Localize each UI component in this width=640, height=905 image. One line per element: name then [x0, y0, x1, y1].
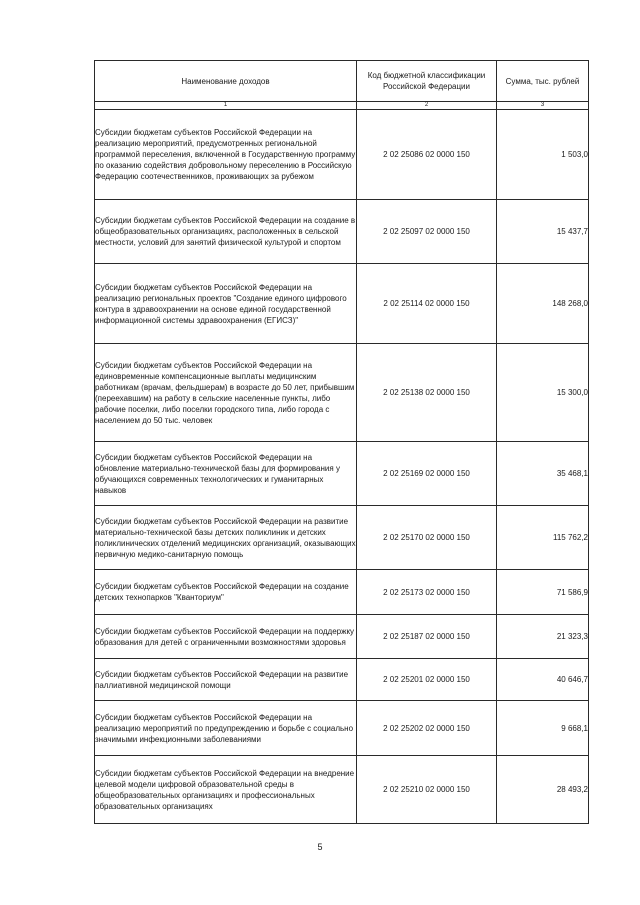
budget-code-cell: 2 02 25114 02 0000 150	[357, 264, 497, 344]
amount-cell: 40 646,7	[497, 659, 589, 701]
amount-cell: 21 323,3	[497, 615, 589, 659]
income-name-cell: Субсидии бюджетам субъектов Российской Федерации на внедрение целевой модели цифровой образовательной среды в общеобразовательных организациях и профессиональных образовательных организациях	[95, 756, 357, 824]
income-name-cell: Субсидии бюджетам субъектов Российской Федерации на поддержку образования для детей с ограниченными возможностями здоровья	[95, 615, 357, 659]
budget-code-cell: 2 02 25138 02 0000 150	[357, 344, 497, 442]
budget-code-cell: 2 02 25097 02 0000 150	[357, 200, 497, 264]
income-name-cell: Субсидии бюджетам субъектов Российской Федерации на единовременные компенсационные выплаты медицинским работникам (врачам, фельдшерам) в возрасте до 50 лет, прибывшим (переехавшим) на работу в сельские населенные пункты, либо рабочие поселки, либо поселки городского типа, либо города с населением до 50 тыс. человек	[95, 344, 357, 442]
income-name-cell: Субсидии бюджетам субъектов Российской Федерации на реализацию региональных проектов "Создание единого цифрового контура в здравоохранении на основе единой государственной информационной системы здравоохранения (ЕГИСЗ)"	[95, 264, 357, 344]
amount-cell: 15 300,0	[497, 344, 589, 442]
table-row	[95, 701, 589, 756]
income-name-cell: Субсидии бюджетам субъектов Российской Федерации на реализацию мероприятий по предупреждению и борьбе с социально значимыми инфекционными заболеваниями	[95, 701, 357, 756]
income-name-cell: Субсидии бюджетам субъектов Российской Федерации на развитие материально-технической базы детских поликлиник и детских поликлинических отделений медицинских организаций, оказывающих первичную медико-санитарную помощь	[95, 506, 357, 570]
table-row	[95, 264, 589, 344]
income-name-cell: Субсидии бюджетам субъектов Российской Федерации на обновление материально-технической базы для формирования у обучающихся современных технологических и гуманитарных навыков	[95, 442, 357, 506]
amount-cell: 15 437,7	[497, 200, 589, 264]
column-number: 1	[95, 102, 357, 110]
header-code: Код бюджетной классификации Российской Федерации	[357, 61, 497, 102]
column-number: 2	[357, 102, 497, 110]
table-row	[95, 344, 589, 442]
income-name-cell: Субсидии бюджетам субъектов Российской Федерации на развитие паллиативной медицинской помощи	[95, 659, 357, 701]
budget-code-cell: 2 02 25086 02 0000 150	[357, 110, 497, 200]
budget-code-cell: 2 02 25201 02 0000 150	[357, 659, 497, 701]
table-row	[95, 756, 589, 824]
table-row	[95, 659, 589, 701]
header-sum: Сумма, тыс. рублей	[497, 61, 589, 102]
page-number: 5	[317, 842, 323, 852]
amount-cell: 71 586,9	[497, 570, 589, 615]
amount-cell: 28 493,2	[497, 756, 589, 824]
amount-cell: 148 268,0	[497, 264, 589, 344]
budget-income-table	[94, 60, 589, 824]
budget-code-cell: 2 02 25169 02 0000 150	[357, 442, 497, 506]
table-row	[95, 110, 589, 200]
income-name-cell: Субсидии бюджетам субъектов Российской Федерации на создание в общеобразовательных организациях, расположенных в сельской местности, условий для занятий физической культурой и спортом	[95, 200, 357, 264]
table-header-row	[95, 61, 589, 102]
amount-cell: 115 762,2	[497, 506, 589, 570]
amount-cell: 35 468,1	[497, 442, 589, 506]
budget-code-cell: 2 02 25202 02 0000 150	[357, 701, 497, 756]
budget-code-cell: 2 02 25210 02 0000 150	[357, 756, 497, 824]
column-number-row	[95, 102, 589, 110]
table-row	[95, 200, 589, 264]
budget-code-cell: 2 02 25173 02 0000 150	[357, 570, 497, 615]
amount-cell: 1 503,0	[497, 110, 589, 200]
amount-cell: 9 668,1	[497, 701, 589, 756]
table-row	[95, 570, 589, 615]
table-row	[95, 442, 589, 506]
header-name: Наименование доходов	[95, 61, 357, 102]
income-name-cell: Субсидии бюджетам субъектов Российской Федерации на создание детских технопарков "Кванториум"	[95, 570, 357, 615]
income-name-cell: Субсидии бюджетам субъектов Российской Федерации на реализацию мероприятий, предусмотренных региональной программой переселения, включенной в Государственную программу по оказанию содействия добровольному переселению в Российскую Федерацию соотечественников, проживающих за рубежом	[95, 110, 357, 200]
budget-code-cell: 2 02 25170 02 0000 150	[357, 506, 497, 570]
table-row	[95, 506, 589, 570]
budget-code-cell: 2 02 25187 02 0000 150	[357, 615, 497, 659]
column-number: 3	[497, 102, 589, 110]
table-row	[95, 615, 589, 659]
